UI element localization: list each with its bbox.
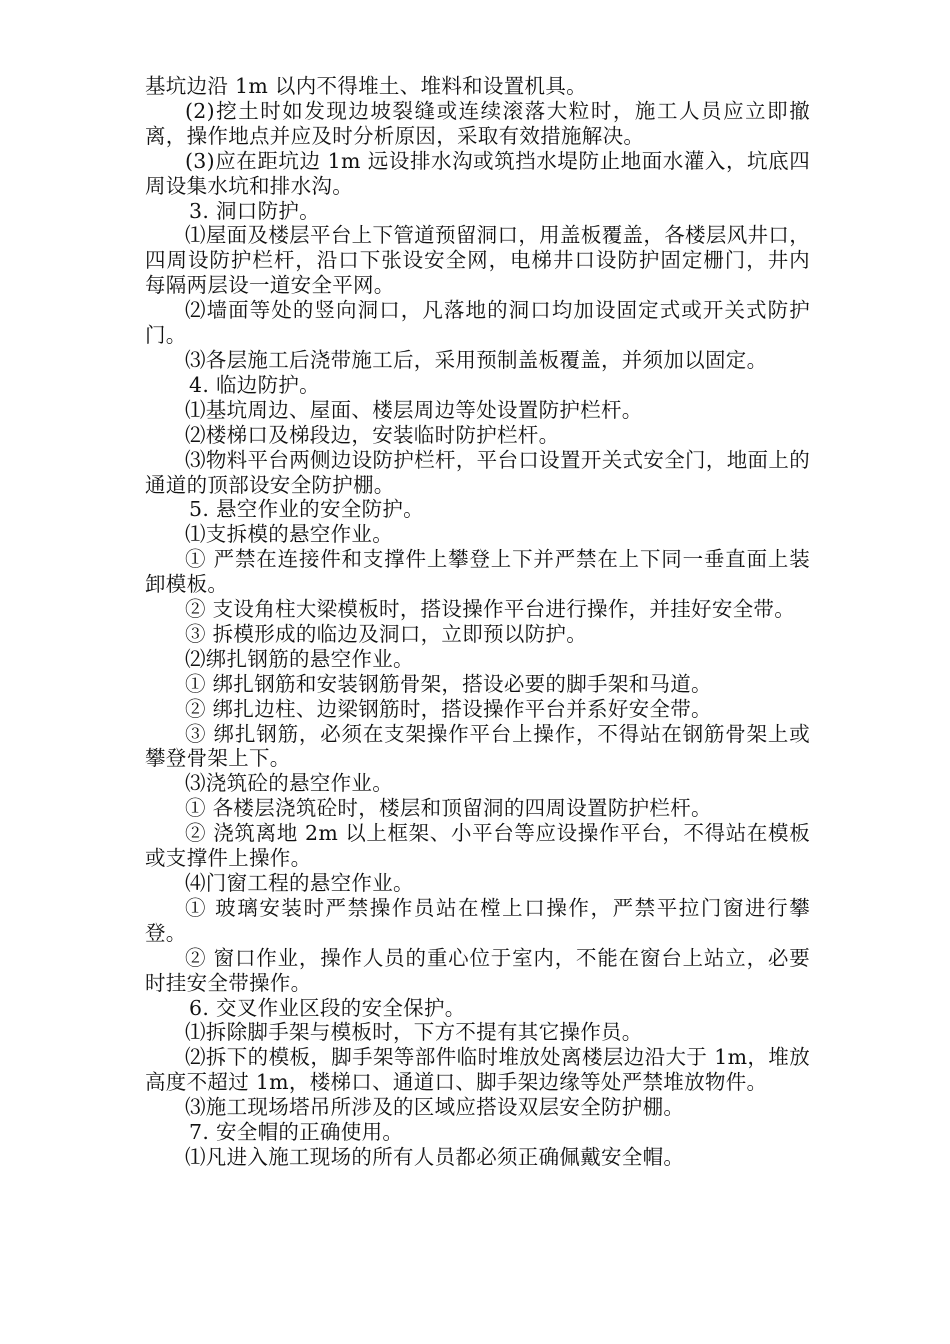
paragraph-30: ⑶施工现场塔吊所涉及的区域应搭设双层安全防护棚。 [185,1095,685,1120]
paragraph-21: ⑶浇筑砼的悬空作业。 [185,771,393,796]
section-heading-4: 4. 临边防护。 [189,372,320,397]
paragraph-16: ③ 拆模形成的临边及洞口，立即预以防护。 [185,621,588,646]
paragraph-1: 基坑边沿 1m 以内不得堆土、堆料和设置机具。 [145,74,587,98]
section-heading-6: 6. 交叉作业区段的安全保护。 [189,995,466,1020]
paragraph-32: ⑴凡进入施工现场的所有人员都必须正确佩戴安全帽。 [185,1144,685,1169]
paragraph-15: ② 支设角柱大梁模板时，搭设操作平台进行操作，并挂好安全带。 [185,597,796,622]
paragraph-17: ⑵绑扎钢筋的悬空作业。 [185,646,414,671]
section-heading-3: 3. 洞口防护。 [189,198,320,223]
paragraph-11: ⑶物料平台两侧边设防护栏杆，平台口设置开关式安全门，地面上的通道的顶部设安全防护棚。 [145,447,810,497]
document-body [145,74,810,1170]
paragraph-13: ⑴支拆模的悬空作业。 [185,522,393,547]
paragraph-5: ⑴屋面及楼层平台上下管道预留洞口，用盖板覆盖，各楼层风井口，四周设防护栏杆，沿口下张设安全网，电梯井口设防护固定栅门，井内每隔两层设一道安全平网。 [145,223,810,298]
paragraph-3: (3)应在距坑边 1m 远设排水沟或筑挡水堤防止地面水灌入，坑底四周设集水坑和排水沟。 [145,148,810,198]
section-heading-5: 5. 悬空作业的安全防护。 [189,497,424,522]
paragraph-20: ③ 绑扎钢筋，必须在支架操作平台上操作，不得站在钢筋骨架上或攀登骨架上下。 [145,721,810,771]
paragraph-25: ① 玻璃安装时严禁操作员站在樘上口操作，严禁平拉门窗进行攀登。 [145,895,810,945]
section-heading-7: 7. 安全帽的正确使用。 [189,1120,404,1145]
paragraph-10: ⑵楼梯口及梯段边，安装临时防护栏杆。 [185,422,560,447]
paragraph-6: ⑵墙面等处的竖向洞口，凡落地的洞口均加设固定式或开关式防护门。 [145,298,810,348]
paragraph-24: ⑷门窗工程的悬空作业。 [185,871,414,895]
paragraph-22: ① 各楼层浇筑砼时，楼层和顶留洞的四周设置防护栏杆。 [185,796,712,821]
paragraph-9: ⑴基坑周边、屋面、楼层周边等处设置防护栏杆。 [185,397,643,422]
paragraph-2: (2)挖土时如发现边坡裂缝或连续滚落大粒时，施工人员应立即撤离，操作地点并应及时分析原因，采取有效措施解决。 [145,98,810,148]
paragraph-19: ② 绑扎边柱、边梁钢筋时，搭设操作平台并系好安全带。 [185,696,712,721]
paragraph-7: ⑶各层施工后浇带施工后，采用预制盖板覆盖，并须加以固定。 [185,347,768,372]
paragraph-18: ① 绑扎钢筋和安装钢筋骨架，搭设必要的脚手架和马道。 [185,671,712,696]
paragraph-23: ② 浇筑离地 2m 以上框架、小平台等应设操作平台，不得站在模板或支撑件上操作。 [145,821,810,871]
paragraph-29: ⑵拆下的模板，脚手架等部件临时堆放处离楼层边沿大于 1m，堆放高度不超过 1m，楼梯口、通道口、脚手架边缘等处严禁堆放物件。 [145,1045,810,1095]
paragraph-28: ⑴拆除脚手架与模板时，下方不提有其它操作员。 [185,1020,643,1045]
paragraph-14: ① 严禁在连接件和支撑件上攀登上下并严禁在上下同一垂直面上装卸模板。 [145,547,810,597]
paragraph-26: ② 窗口作业，操作人员的重心位于室内，不能在窗台上站立，必要时挂安全带操作。 [145,945,810,995]
